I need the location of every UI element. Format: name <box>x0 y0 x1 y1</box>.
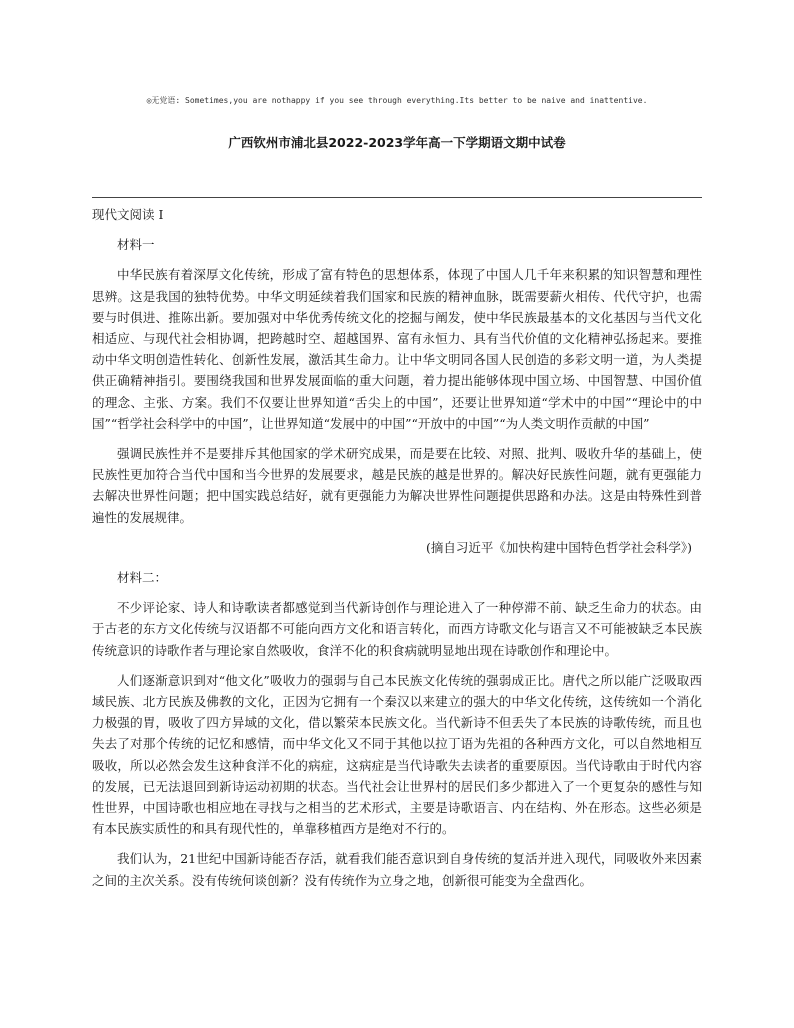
material-2-paragraph-2: 人们逐渐意识到对“他文化”吸收力的强弱与自己本民族文化传统的强弱成正比。唐代之所以能广泛吸取西域民族、北方民族及佛教的文化，正因为它拥有一个秦汉以来建立的强大的中华文化传统，这传统如一个消化力极强的胃，吸收了四方异域的文化，借以繁荣本民族文化。当代新诗不但丢失了本民族的诗歌传统，而且也失去了对那个传统的记忆和感情，而中华文化又不同于其他以拉丁语为先祖的各种西方文化，可以自然地相互吸收，所以必然会发生这种食洋不化的病症，这病症是当代诗歌失去读者的重要原因。当代诗歌由于时代内容的发展，已无法退回到新诗运动初期的状态。当代社会让世界村的居民们多少都进入了一个更复杂的感性与知性世界，中国诗歌也相应地在寻找与之相当的艺术形式，主要是诗歌语言、内在结构、外在形态。这些必须是有本民族实质性的和具有现代性的，单靠移植西方是绝对不行的。 <box>92 672 702 837</box>
material-2-paragraph-3: 我们认为，21世纪中国新诗能否存活，就看我们能否意识到自身传统的复活并进入现代，同吸收外来因素之间的主次关系。没有传统何谈创新？没有传统作为立身之地，创新很可能变为全盘西化。 <box>92 851 702 888</box>
document-title: 广西钦州市浦北县2022-2023学年高一下学期语文期中试卷 <box>228 135 566 150</box>
material-2-label: 材料二： <box>117 570 168 586</box>
header-motto: ◎无党语: Sometimes,you are nothappy if you see through everything.Its better to be naive and inattentive. <box>146 96 648 105</box>
material-1-source: (摘自习近平《加快构建中国特色哲学社会科学》) <box>425 539 692 555</box>
section-heading: 现代文阅读 I <box>92 207 164 222</box>
material-1-paragraph-2: 强调民族性并不是要排斥其他国家的学术研究成果，而是要在比较、对照、批判、吸收升华的基础上，使民族性更加符合当代中国和当今世界的发展要求，越是民族的越是世界的。解决好民族性问题，就有更强能力去解决世界性问题；把中国实践总结好，就有更强能力为解决世界性问题提供思路和办法。这是由特殊性到普遍性的发展规律。 <box>92 446 702 525</box>
document-body <box>92 204 702 891</box>
material-2-paragraph-1: 不少评论家、诗人和诗歌读者都感觉到当代新诗创作与理论进入了一种停滞不前、缺乏生命力的状态。由于古老的东方文化传统与汉语都不可能向西方文化和语言转化，而西方诗歌文化与语言又不可能被缺乏本民族传统意识的诗歌作者与理论家自然吸收，食洋不化的积食病就明显地出现在诗歌创作和理论中。 <box>92 600 702 658</box>
material-1-label: 材料一 <box>117 237 155 253</box>
material-1-paragraph-1: 中华民族有着深厚文化传统，形成了富有特色的思想体系，体现了中国人几千年来积累的知识智慧和理性思辨。这是我国的独特优势。中华文明延续着我们国家和民族的精神血脉，既需要薪火相传、代代守护，也需要与时俱进、推陈出新。要加强对中华优秀传统文化的挖掘与阐发，使中华民族最基本的文化基因与当代文化相适应、与现代社会相协调，把跨越时空、超越国界、富有永恒力、具有当代价值的文化精神弘扬起来。要推动中华文明创造性转化、创新性发展，激活其生命力。让中华文明同各国人民创造的多彩文明一道，为人类提供正确精神指引。要围绕我国和世界发展面临的重大问题，着力提出能够体现中国立场、中国智慧、中国价值的理念、主张、方案。我们不仅要让世界知道“舌尖上的中国”，还要让世界知道“学术中的中国”“理论中的中国”“哲学社会科学中的中国”，让世界知道“发展中的中国”“开放中的中国”“为人类文明作贡献的中国” <box>92 267 702 431</box>
divider-line <box>92 197 702 198</box>
